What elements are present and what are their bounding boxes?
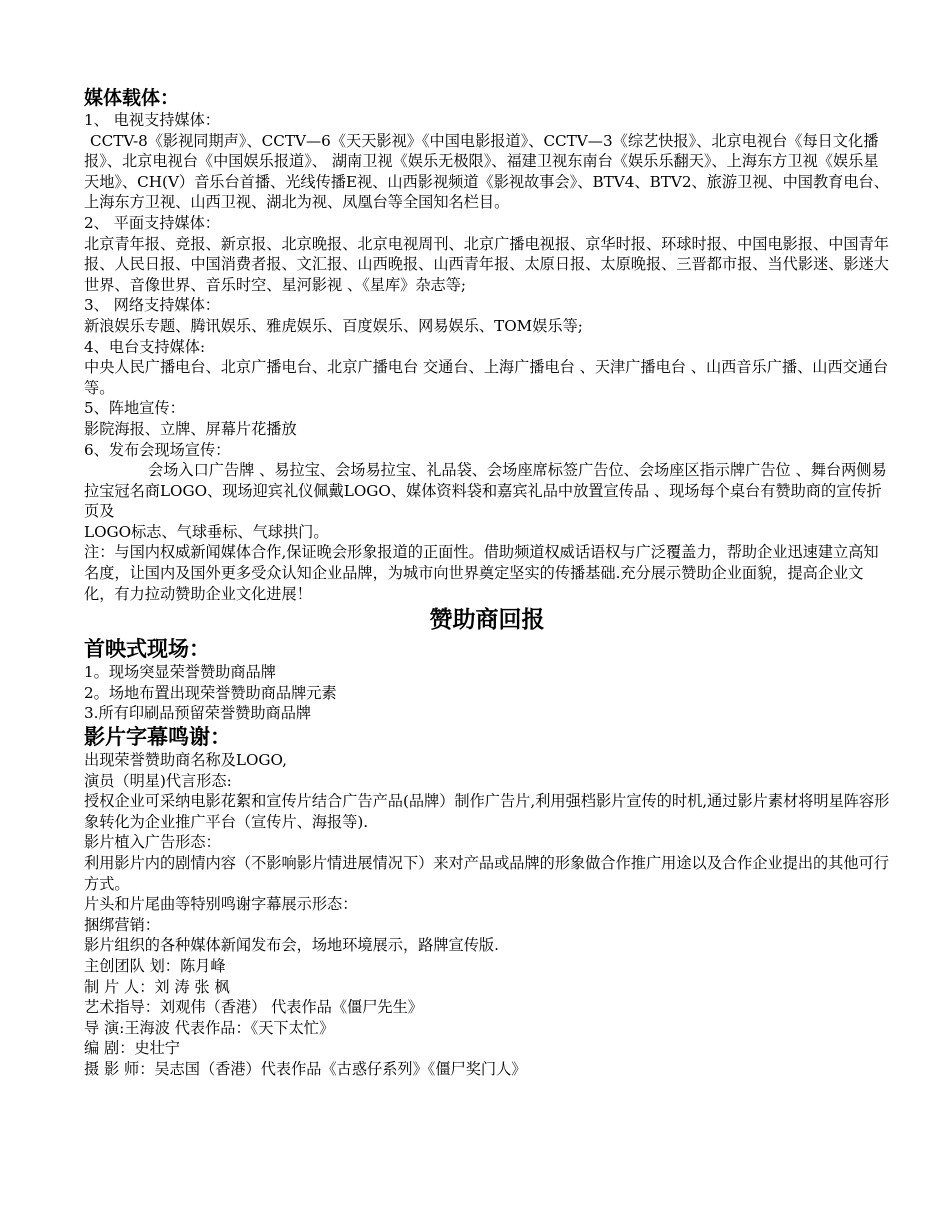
credits-line: 导 演:王海波 代表作品：《天下太忙》 bbox=[84, 1018, 335, 1037]
web-media-title: 3、 网络支持媒体： bbox=[84, 296, 220, 315]
launch-promo-body: 会场入口广告牌 、易拉宝、会场易拉宝、礼品袋、会场座席标签广告位、会场座区指示牌广告位 、舞台两侧易拉宝冠名商LOGO、现场迎宾礼仪佩戴LOGO、媒体资料袋和嘉宾礼品中放置宣传品 、现场每个桌台有赞助商的宣传折页及 bbox=[84, 461, 887, 521]
document-page bbox=[84, 86, 890, 1080]
premiere-item: 1。现场突显荣誉赞助商品牌 bbox=[84, 663, 276, 682]
web-media-body: 新浪娱乐专题、腾讯娱乐、雅虎娱乐、百度娱乐、网易娱乐、TOM娱乐等; bbox=[84, 316, 583, 335]
sponsor-return-title: 赞助商回报 bbox=[429, 607, 545, 634]
launch-promo-title: 6、发布会现场宣传： bbox=[84, 440, 231, 459]
credits-line: 编 剧：史壮宁 bbox=[84, 1039, 180, 1058]
credits-line: 主创团队 划：陈月峰 bbox=[84, 956, 226, 975]
premiere-item: 2。场地布置出现荣誉赞助商品牌元素 bbox=[84, 683, 337, 702]
credits-line: 摄 影 师：吴志国（香港）代表作品《古惑仔系列》《僵尸奖门人》 bbox=[84, 1059, 527, 1078]
credits-heading: 影片字幕鸣谢： bbox=[84, 725, 231, 750]
print-media-title: 2、 平面支持媒体： bbox=[84, 213, 220, 232]
credits-line: 利用影片内的剧情内容（不影响影片情进展情况下）来对产品或品牌的形象做合作推广用途以及合作企业提出的其他可行方式。 bbox=[84, 854, 889, 893]
credits-line: 影片组织的各种媒体新闻发布会，场地环境展示，路牌宣传版. bbox=[84, 936, 499, 955]
tv-media-title: 1、 电视支持媒体： bbox=[84, 111, 220, 129]
credits-line: 影片植入广告形态： bbox=[84, 833, 221, 852]
onsite-promo-title: 5、阵地宣传： bbox=[84, 399, 185, 418]
media-heading: 媒体载体： bbox=[84, 87, 180, 109]
credits-line: 捆绑营销： bbox=[84, 915, 160, 934]
print-media-body: 北京青年报、竞报、新京报、北京晚报、北京电视周刊、北京广播电视报、京华时报、环球时报、中国电影报、中国青年报、人民日报、中国消费者报、文汇报、山西晚报、山西青年报、太原日报、太原晚报、三晋都市报、当代影迷、影迷大世界、音像世界、音乐时空、星河影视 、《星库》杂志等; bbox=[84, 234, 889, 294]
premiere-heading: 首映式现场： bbox=[84, 637, 210, 662]
tv-media-body: CCTV-8《影视同期声》、CCTV—6《天天影视》《中国电影报道》、CCTV—3《综艺快报》、北京电视台《每日文化播报》、北京电视台《中国娱乐报道》、 湖南卫视《娱乐无极限》、福建卫视东南台《娱乐乐翻天》、上海东方卫视《娱乐星天地》、CH(V）音乐台首播、光线传播E视、山西影视频道《影视故事会》、BTV4、BTV2、旅游卫视、中国教育电台、上海东方卫视、山西卫视、湖北为视、凤凰台等全国知名栏目。 bbox=[84, 131, 889, 212]
credits-line: 出现荣誉赞助商名称及LOGO, bbox=[84, 751, 287, 770]
radio-media-title: 4、电台支持媒体: bbox=[84, 337, 206, 356]
launch-promo-body-cont: LOGO标志、气球垂标、气球拱门。 bbox=[84, 522, 329, 541]
onsite-promo-body: 影院海报、立牌、屏幕片花播放 bbox=[84, 419, 297, 438]
credits-line: 演员（明星)代言形态: bbox=[84, 771, 232, 790]
radio-media-body: 中央人民广播电台、北京广播电台、北京广播电台 交通台、上海广播电台 、天津广播电台 、山西音乐广播、山西交通台等。 bbox=[84, 358, 889, 397]
premiere-item: 3.所有印刷品预留荣誉赞助商品牌 bbox=[84, 704, 312, 723]
credits-line: 制 片 人：刘 涛 张 枫 bbox=[84, 977, 230, 996]
media-note: 注：与国内权威新闻媒体合作,保证晚会形象报道的正面性。借助频道权威话语权与广泛覆盖力，帮助企业迅速建立高知名度，让国内及国外更多受众认知企业品牌，为城市向世界奠定坚实的传播基础.充分展示赞助企业面貌，提高企业文化，有力拉动赞助企业文化进展！ bbox=[84, 543, 879, 603]
credits-line: 片头和片尾曲等特别鸣谢字幕展示形态： bbox=[84, 895, 358, 914]
credits-line: 艺术指导：刘观伟（香港） 代表作品《僵尸先生》 bbox=[84, 998, 423, 1017]
credits-line: 授权企业可采纳电影花絮和宣传片结合广告产品(品牌）制作广告片,利用强档影片宣传的时机,通过影片素材将明星阵容形象转化为企业推广平台（宣传片、海报等). bbox=[84, 792, 890, 831]
